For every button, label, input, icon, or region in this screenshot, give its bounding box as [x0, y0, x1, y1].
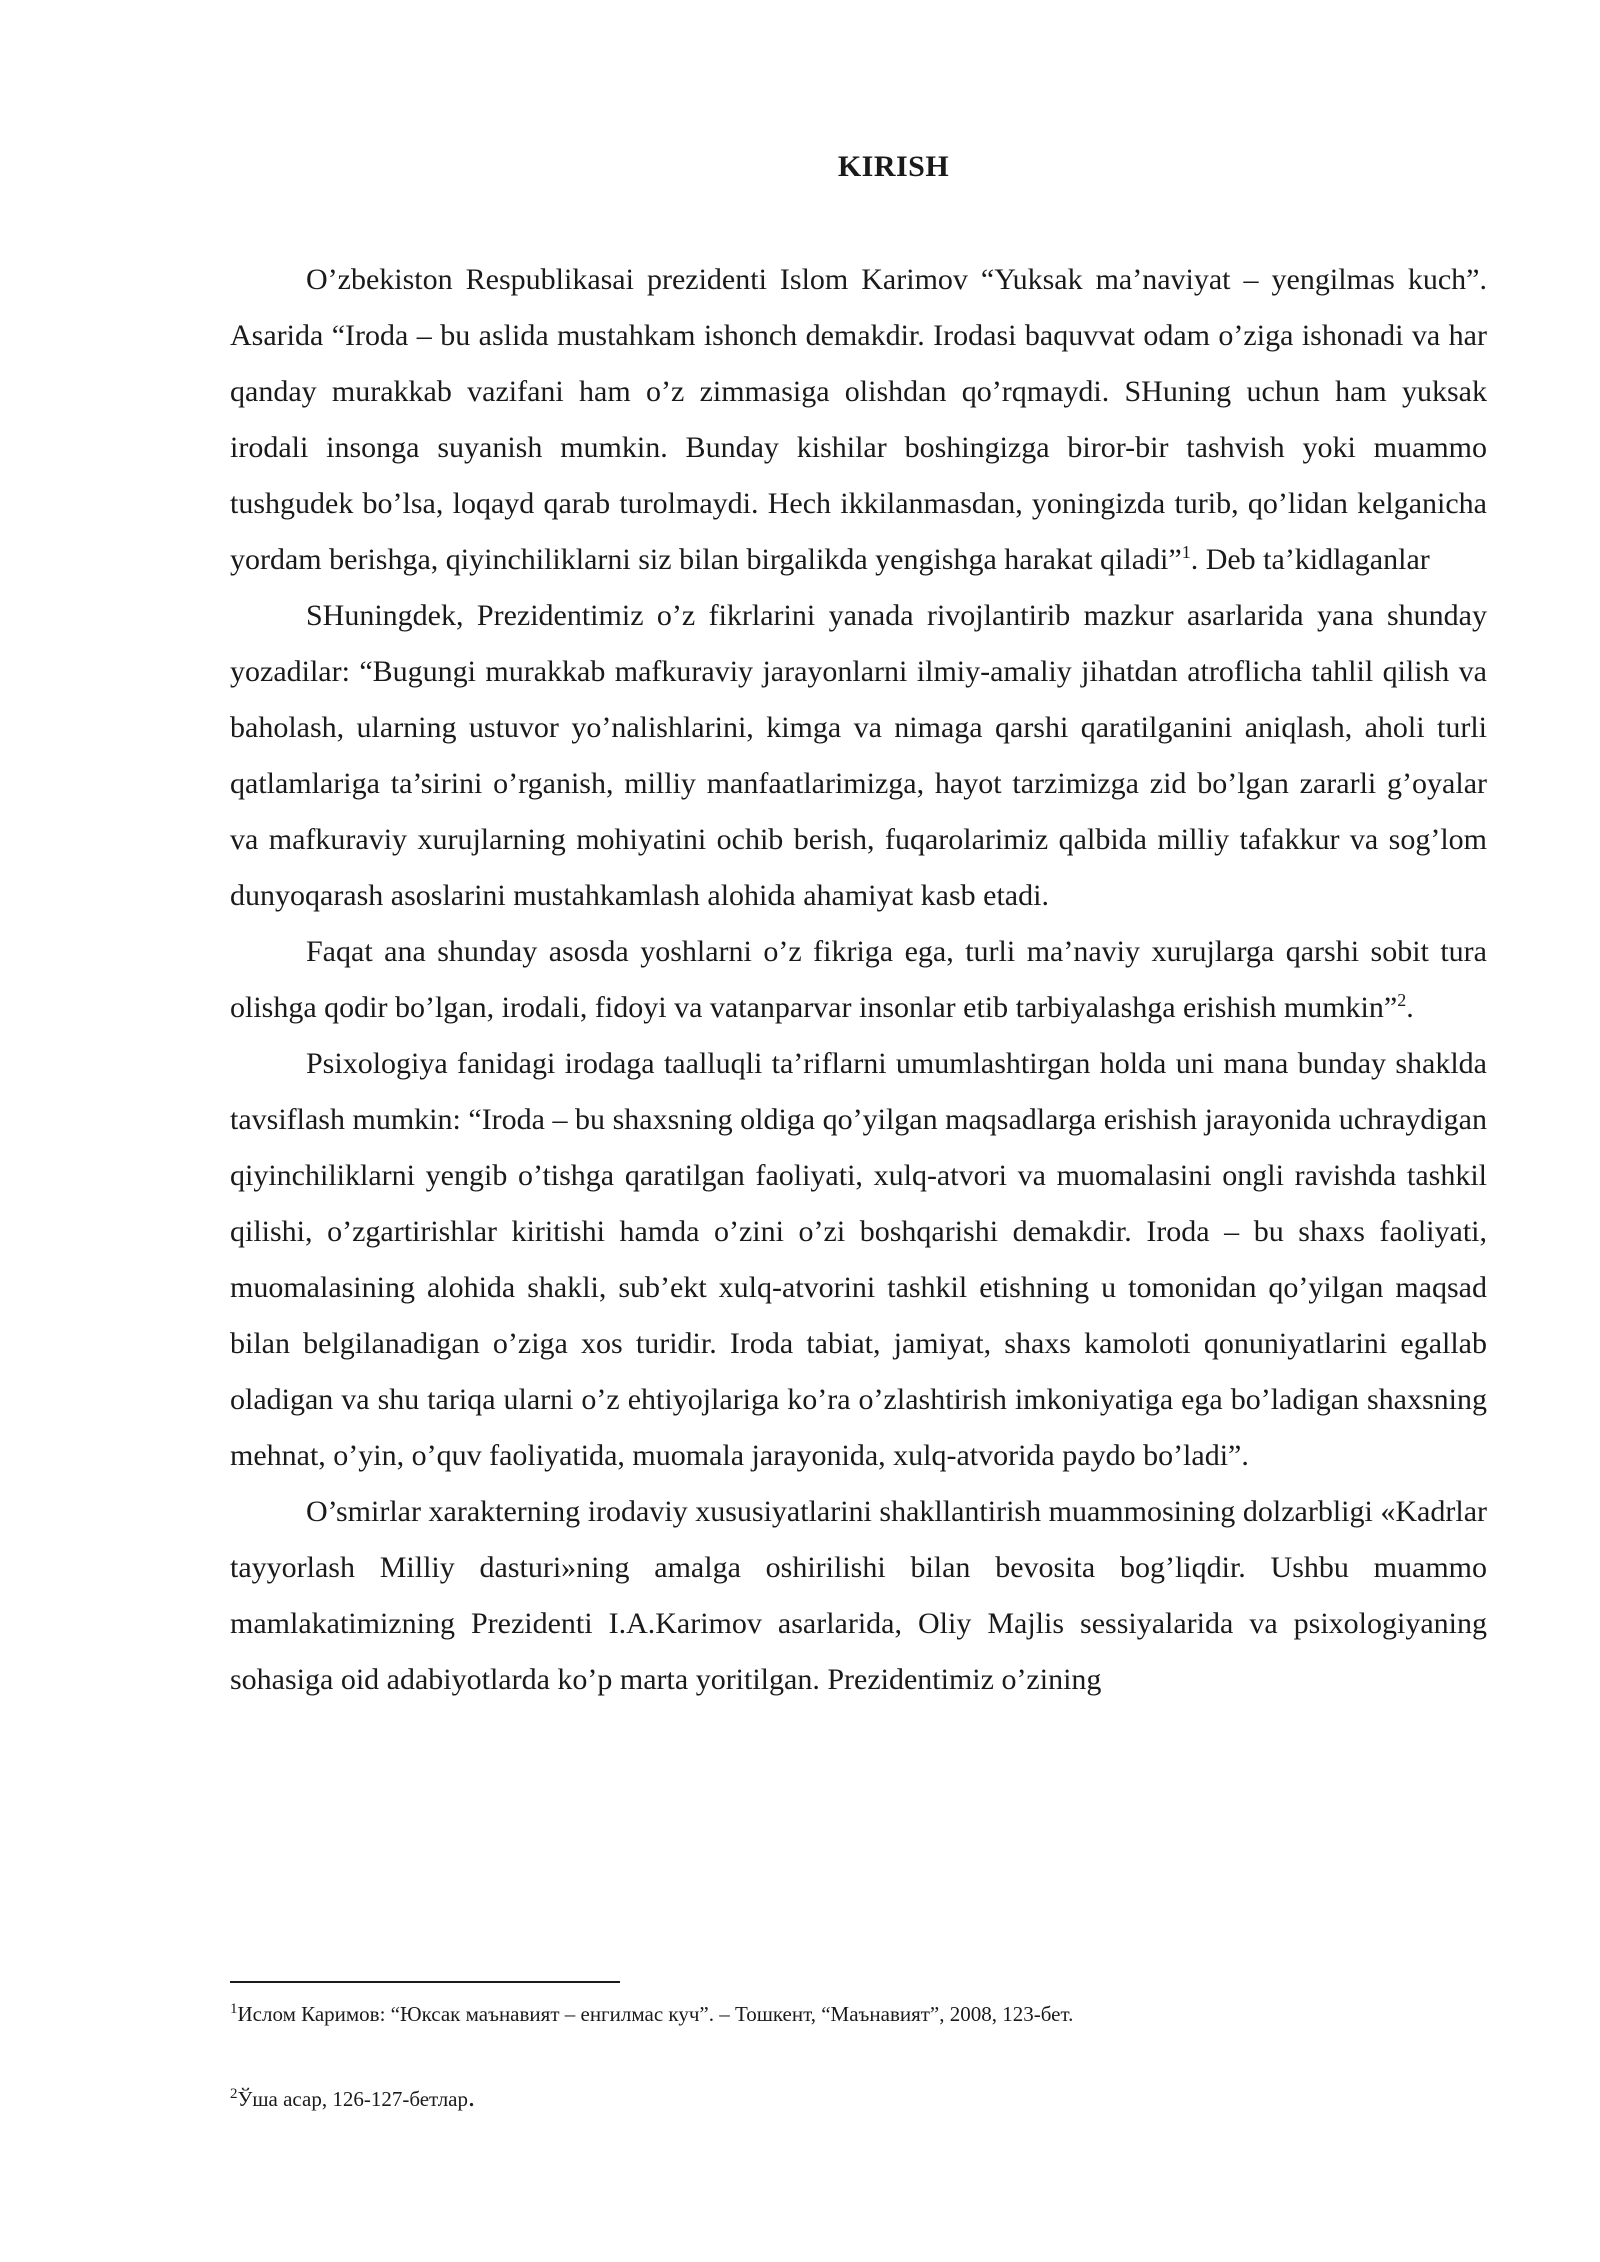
paragraph-tail: .: [1406, 991, 1414, 1024]
paragraph-2: [230, 588, 1487, 924]
paragraph-text: O’zbekiston Respublikasai prezidenti Islom Karimov “Yuksak ma’naviyat – yengilmas kuch”. Asarida “Iroda – bu aslida mustahkam ishonch demakdir. Irodasi baquvvat odam o’ziga ishonadi va har qanday murakkab vazifani ham o’z zimmasiga olishdan qo’rqmaydi. SHuning uchun ham yuksak irodali insonga suyanish mumkin. Bunday kishilar boshingizga biror-bir tashvish yoki muammo tushgudek bo’lsa, loqayd qarab turolmaydi. Hech ikkilanmasdan, yoningizda turib, qo’lidan kelganicha yordam berishga, qiyinchiliklarni siz bilan birgalikda yengishga harakat qiladi”: [230, 263, 1487, 576]
footnote-1: [230, 2000, 1487, 2028]
paragraph-text: Psixologiya fanidagi irodaga taalluqli ta’riflarni umumlashtirgan holda uni mana bunday shaklda tavsiflash mumkin: “Iroda – bu shaxsning oldiga qo’yilgan maqsadlarga erishish jarayonida uchraydigan qiyinchiliklarni yengib o’tishga qaratilgan faoliyati, xulq-atvori va muomalasini ongli ravishda tashkil qilishi, o’zgartirishlar kiritishi hamda o’zini o’zi boshqarishi demakdir. Iroda – bu shaxs faoliyati, muomalasining alohida shakli, sub’ekt xulq-atvorini tashkil etishning u tomonidan qo’yilgan maqsad bilan belgilanadigan o’ziga xos turidir. Iroda tabiat, jamiyat, shaxs kamoloti qonuniyatlarini egallab oladigan va shu tariqa ularni o’z ehtiyojlariga ko’ra o’zlashtirish imkoniyatiga ega bo’ladigan shaxsning mehnat, o’yin, o’quv faoliyatida, muomala jarayonida, xulq-atvorida paydo bo’ladi”.: [230, 1047, 1487, 1472]
footnote-number: 1: [230, 2001, 238, 2017]
footnote-text: Ўша асар, 126-127-бетлар: [237, 2087, 468, 2111]
footnote-tail: .: [468, 2082, 475, 2113]
footnote-ref: 1: [1181, 542, 1191, 562]
footnote-number: 2: [230, 2086, 238, 2102]
footnote-2: [230, 2084, 1487, 2113]
footnote-divider: [230, 1981, 620, 1983]
paragraph-3: [230, 924, 1487, 1036]
paragraph-text: O’smirlar xarakterning irodaviy xususiyatlarini shakllantirish muammosining dolzarbligi «Kadrlar tayyorlash Milliy dasturi»ning amalga oshirilishi bilan bevosita bog’liqdir. Ushbu muammo mamlakatimizning Prezidenti I.A.Karimov asarlarida, Oliy Majlis sessiyalarida va psixologiyaning sohasiga oid adabiyotlarda ko’p marta yoritilgan. Prezidentimiz o’zining: [230, 1495, 1487, 1696]
paragraph-tail: . Deb ta’kidlaganlar: [1190, 543, 1430, 576]
page-title: KIRISH: [837, 150, 950, 183]
footnote-ref: 2: [1397, 990, 1407, 1010]
paragraph-text: Faqat ana shunday asosda yoshlarni o’z fikriga ega, turli ma’naviy xurujlarga qarshi sobit tura olishga qodir bo’lgan, irodali, fidoyi va vatanparvar insonlar etib tarbiyalashga erishish mumkin”: [230, 935, 1487, 1024]
paragraph-4: [230, 1036, 1487, 1484]
paragraph-1: [230, 252, 1487, 588]
paragraph-text: SHuningdek, Prezidentimiz o’z fikrlarini yanada rivojlantirib mazkur asarlarida yana shunday yozadilar: “Bugungi murakkab mafkuraviy jarayonlarni ilmiy-amaliy jihatdan atroflicha tahlil qilish va baholash, ularning ustuvor yo’nalishlarini, kimga va nimaga qarshi qaratilganini aniqlash, aholi turli qatlamlariga ta’sirini o’rganish, milliy manfaatlarimizga, hayot tarzimizga zid bo’lgan zararli g’oyalar va mafkuraviy xurujlarning mohiyatini ochib berish, fuqarolarimiz qalbida milliy tafakkur va sog’lom dunyoqarash asoslarini mustahkamlash alohida ahamiyat kasb etadi.: [230, 599, 1487, 912]
footnote-text: Ислом Каримов: “Юксак маънавият – енгилмас куч”. – Тошкент, “Маънавият”, 2008, 123-бет.: [237, 2002, 1074, 2026]
paragraph-5: [230, 1484, 1487, 1708]
body-text: [230, 252, 1487, 1708]
